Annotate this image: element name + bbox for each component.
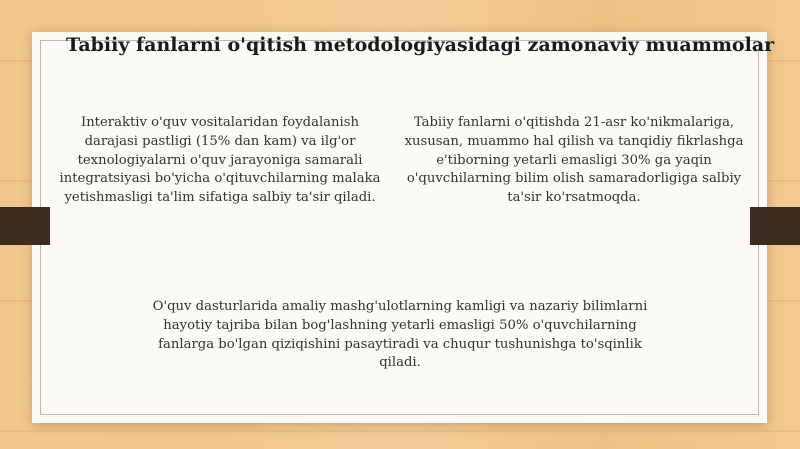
left-tab-decoration (0, 207, 50, 245)
slide-title: Tabiiy fanlarni o'qitish metodologiyasidagi zamonaviy muammolar (66, 34, 775, 56)
right-tab-decoration (750, 207, 800, 245)
paragraph-interactive-tools: Interaktiv o'quv vositalaridan foydalanish darajasi pastligi (15% dan kam) va ilg'or texnologiyalarni o'quv jarayoniga samarali integratsiyasi bo'yicha o'qituvchilarning malaka yetishmasligi ta'lim sifatiga salbiy ta'sir qiladi. (59, 115, 381, 206)
paragraph-21st-century-skills: Tabiiy fanlarni o'qitishda 21-asr ko'nikmalariga, xususan, muammo hal qilish va tanqidiy fikrlashga e'tiborning yetarli emasligi 30% ga yaqin o'quvchilarning bilim olish samaradorligiga salbiy ta'sir ko'rsatmoqda. (404, 115, 744, 206)
wood-grain (0, 430, 800, 432)
paragraph-practical-lessons: O'quv dasturlarida amaliy mashg'ulotlarning kamligi va nazariy bilimlarni hayotiy tajriba bilan bog'lashning yetarli emasligi 50% o'quvchilarning fanlarga bo'lgan qiziqishini pasaytiradi va chuqur tushunishga to'sqinlik qiladi. (152, 299, 648, 371)
